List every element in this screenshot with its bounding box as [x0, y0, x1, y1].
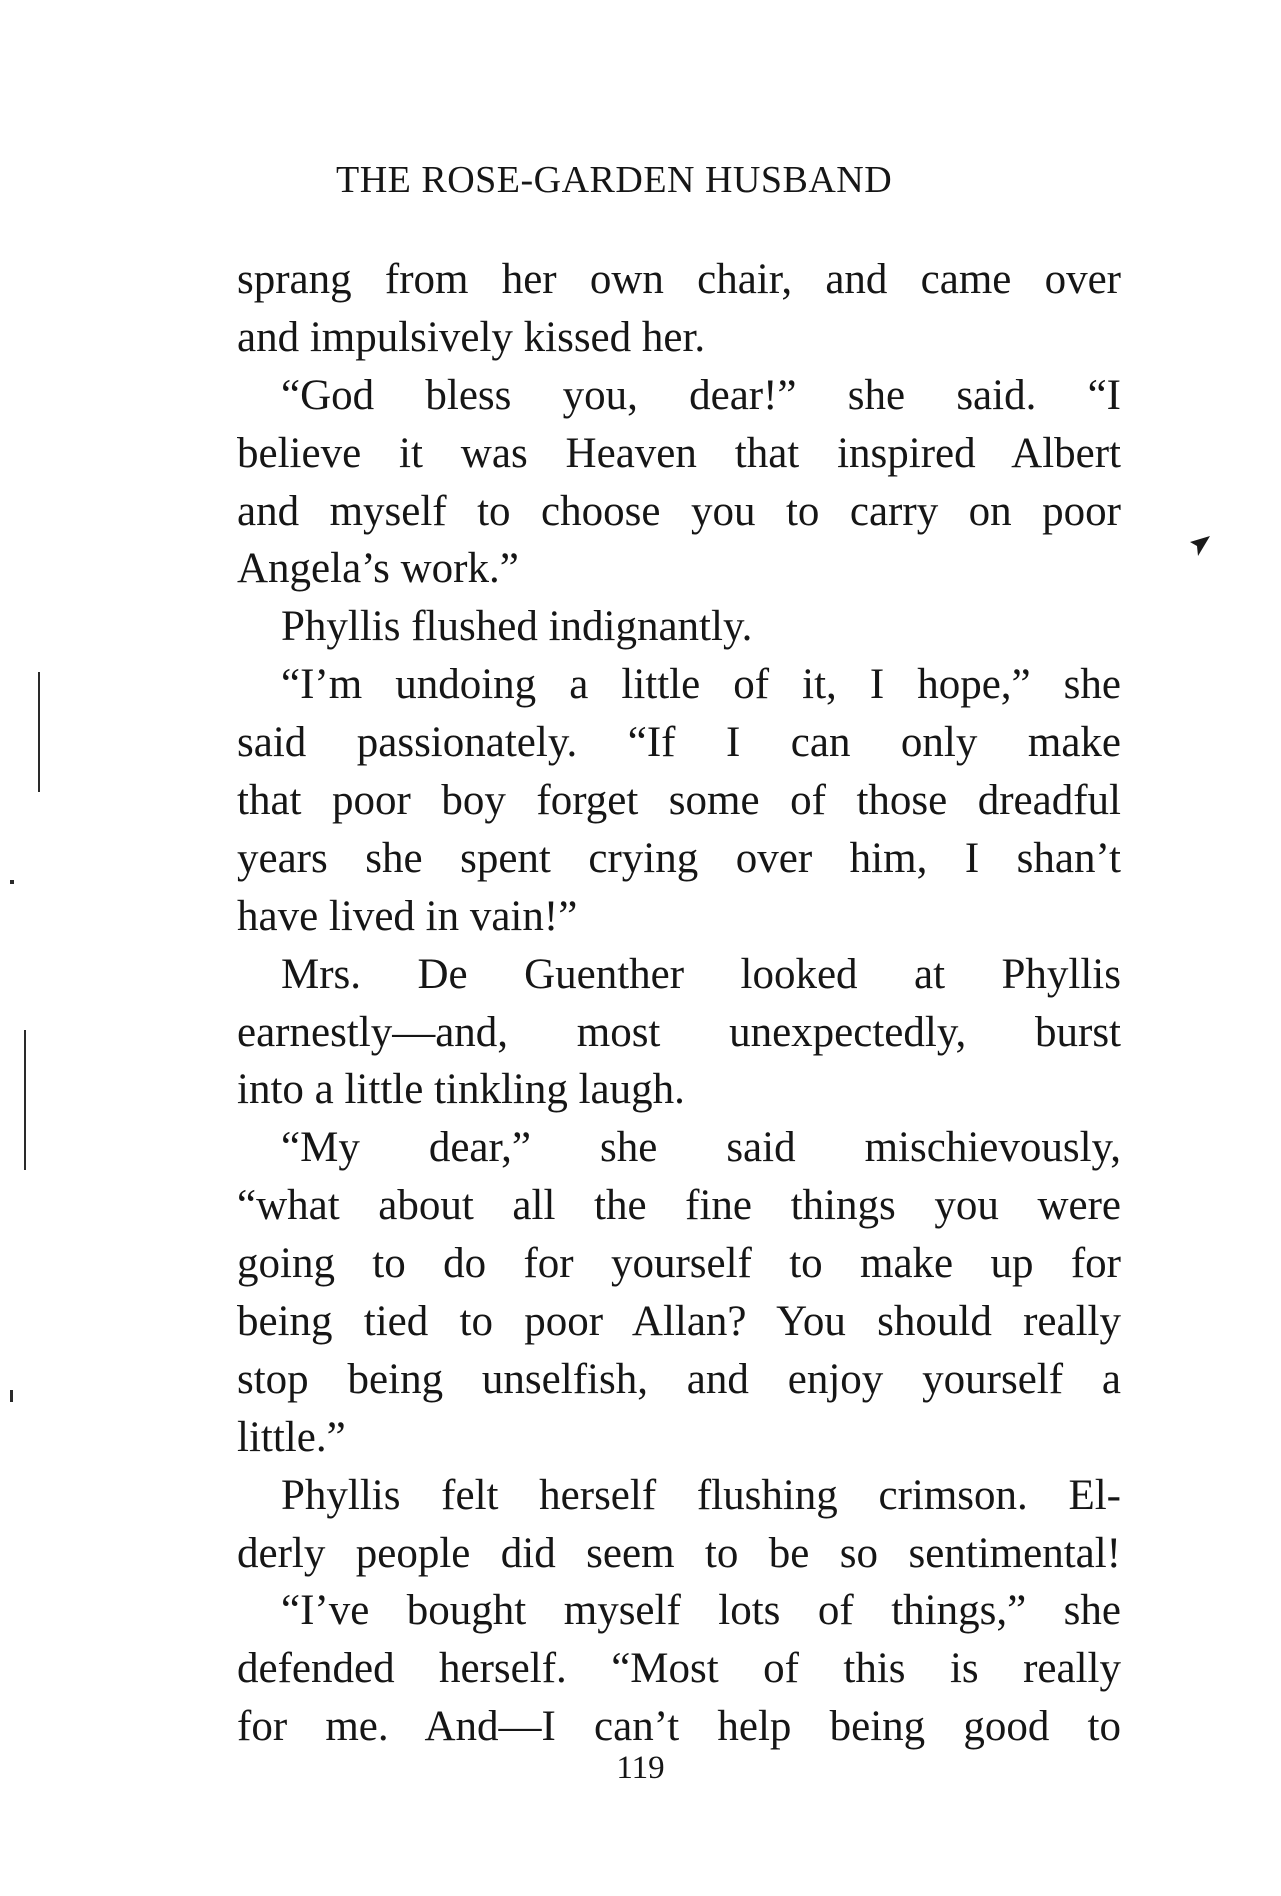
text-line: that poor boy forget some of those dreadful — [237, 777, 1121, 825]
text-line: and myself to choose you to carry on poor — [237, 487, 1121, 535]
body-text — [237, 251, 1121, 1756]
text-line: said passionately. “If I can only make — [237, 719, 1121, 767]
text-line: Angela’s work.” — [237, 545, 519, 593]
margin-scan-mark — [24, 1030, 26, 1170]
margin-scan-mark — [10, 880, 14, 884]
text-line: Mrs. De Guenther looked at Phyllis — [281, 950, 1121, 998]
text-line: Phyllis flushed indignantly. — [281, 603, 753, 651]
text-line: earnestly—and, most unexpectedly, burst — [237, 1008, 1121, 1056]
text-line: “I’m undoing a little of it, I hope,” she — [281, 661, 1121, 709]
running-head: THE ROSE-GARDEN HUSBAND — [336, 159, 893, 201]
margin-arrow-mark — [1188, 536, 1212, 558]
text-line: believe it was Heaven that inspired Albert — [237, 429, 1121, 477]
text-line: “I’ve bought myself lots of things,” she — [281, 1587, 1121, 1635]
text-line: little.” — [237, 1413, 346, 1461]
text-line: sprang from her own chair, and came over — [237, 256, 1121, 303]
text-line: being tied to poor Allan? You should really — [237, 1298, 1121, 1346]
margin-scan-mark — [10, 1390, 13, 1402]
text-line: “My dear,” she said mischievously, — [281, 1124, 1121, 1172]
text-line: for me. And—I can’t help being good to — [237, 1703, 1121, 1751]
text-line: going to do for yourself to make up for — [237, 1240, 1121, 1288]
text-line: years she spent crying over him, I shan’t — [237, 834, 1121, 882]
text-line: derly people did seem to be so sentimental! — [237, 1529, 1121, 1577]
text-line: have lived in vain!” — [237, 892, 578, 940]
text-line: Phyllis felt herself flushing crimson. El- — [281, 1471, 1121, 1519]
page-number: 119 — [616, 1750, 665, 1786]
margin-scan-mark — [38, 672, 40, 792]
text-line: and impulsively kissed her. — [237, 313, 706, 361]
text-line: stop being unselfish, and enjoy yourself a — [237, 1355, 1121, 1403]
text-line: into a little tinkling laugh. — [237, 1066, 685, 1114]
text-line: “God bless you, dear!” she said. “I — [281, 371, 1121, 419]
text-line: defended herself. “Most of this is really — [237, 1645, 1121, 1693]
text-line: “what about all the fine things you were — [237, 1182, 1121, 1230]
